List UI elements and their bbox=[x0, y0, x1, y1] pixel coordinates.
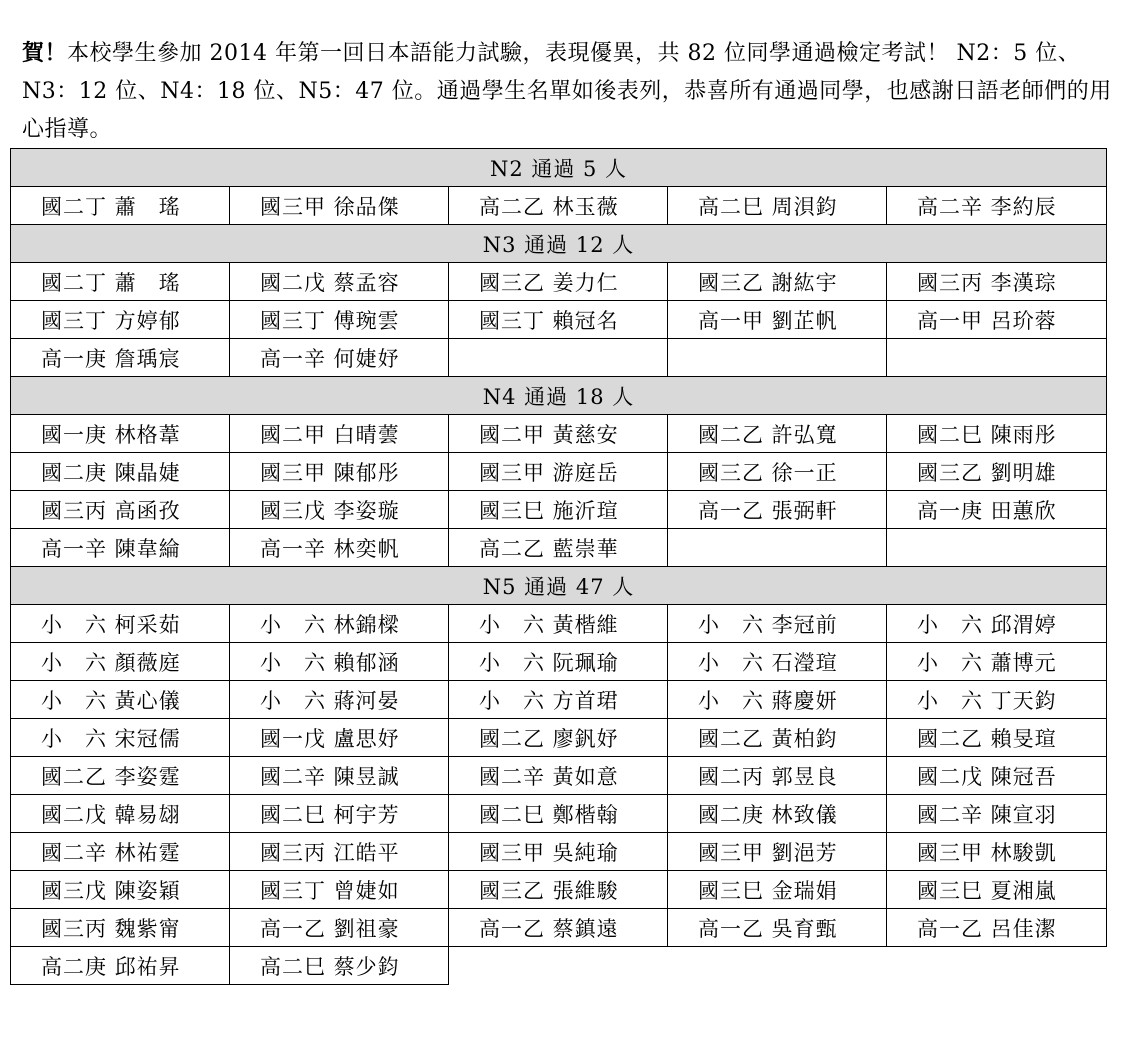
student-cell bbox=[887, 339, 1107, 377]
section-header-row bbox=[11, 377, 1107, 415]
student-cell: 高二乙 林玉薇 bbox=[449, 187, 668, 225]
student-cell: 國二丙 郭昱良 bbox=[668, 757, 887, 795]
student-cell: 高二乙 藍崇華 bbox=[449, 529, 668, 567]
student-cell bbox=[668, 339, 887, 377]
student-cell: 國三丙 高函孜 bbox=[11, 491, 230, 529]
table-row bbox=[11, 643, 1107, 681]
table-row bbox=[11, 453, 1107, 491]
table-row bbox=[11, 947, 1107, 985]
student-cell: 國二乙 廖釩妤 bbox=[449, 719, 668, 757]
student-cell: 國三巳 夏湘嵐 bbox=[887, 871, 1107, 909]
student-cell: 小 六 柯采茹 bbox=[11, 605, 230, 643]
student-cell: 國二庚 陳晶婕 bbox=[11, 453, 230, 491]
student-cell: 國二甲 白晴蕓 bbox=[230, 415, 449, 453]
table-row bbox=[11, 529, 1107, 567]
student-cell: 國三乙 姜力仁 bbox=[449, 263, 668, 301]
student-cell: 國二乙 賴旻瑄 bbox=[887, 719, 1107, 757]
passed-students-table bbox=[10, 148, 1107, 985]
table-row bbox=[11, 757, 1107, 795]
student-cell bbox=[449, 339, 668, 377]
student-cell: 小 六 賴郁涵 bbox=[230, 643, 449, 681]
section-title: N4 通過 18 人 bbox=[11, 377, 1107, 415]
student-cell: 小 六 李冠前 bbox=[668, 605, 887, 643]
student-cell: 國二辛 陳宣羽 bbox=[887, 795, 1107, 833]
student-cell: 國三乙 徐一正 bbox=[668, 453, 887, 491]
student-cell bbox=[668, 529, 887, 567]
student-cell: 國三丁 賴冠名 bbox=[449, 301, 668, 339]
student-cell: 國二甲 黃慈安 bbox=[449, 415, 668, 453]
student-cell: 國三戊 陳姿穎 bbox=[11, 871, 230, 909]
student-cell: 高二巳 周浿鈞 bbox=[668, 187, 887, 225]
student-cell: 高二辛 李約辰 bbox=[887, 187, 1107, 225]
empty-cell bbox=[887, 947, 1107, 985]
table-row bbox=[11, 301, 1107, 339]
student-cell: 國二乙 許弘寬 bbox=[668, 415, 887, 453]
student-cell: 高二庚 邱祐昇 bbox=[11, 947, 230, 985]
student-cell: 國三巳 金瑞娟 bbox=[668, 871, 887, 909]
student-cell: 小 六 黃楷維 bbox=[449, 605, 668, 643]
student-cell: 國三丁 方婷郁 bbox=[11, 301, 230, 339]
student-cell: 高一乙 劉祖豪 bbox=[230, 909, 449, 947]
student-cell: 國三巳 施沂瑄 bbox=[449, 491, 668, 529]
table-row bbox=[11, 833, 1107, 871]
student-cell: 國三乙 劉明雄 bbox=[887, 453, 1107, 491]
student-cell: 國二乙 黃柏鈞 bbox=[668, 719, 887, 757]
student-cell: 國三甲 林駿凱 bbox=[887, 833, 1107, 871]
student-cell: 小 六 黃心儀 bbox=[11, 681, 230, 719]
student-cell: 國二戊 陳冠吾 bbox=[887, 757, 1107, 795]
student-cell: 高一庚 詹瑀宸 bbox=[11, 339, 230, 377]
student-cell: 小 六 石瀅瑄 bbox=[668, 643, 887, 681]
student-cell: 國三丁 曾婕如 bbox=[230, 871, 449, 909]
student-cell: 國二乙 李姿霆 bbox=[11, 757, 230, 795]
table-row bbox=[11, 681, 1107, 719]
student-cell: 國一庚 林格葦 bbox=[11, 415, 230, 453]
table-row bbox=[11, 263, 1107, 301]
section-title: N2 通過 5 人 bbox=[11, 149, 1107, 187]
student-cell: 高一甲 劉芷帆 bbox=[668, 301, 887, 339]
section-header-row bbox=[11, 149, 1107, 187]
student-cell: 小 六 蕭博元 bbox=[887, 643, 1107, 681]
empty-cell bbox=[449, 947, 668, 985]
announcement-text: 本校學生參加 2014 年第一回日本語能力試驗，表現優異，共 82 位同學通過檢定考試！ N2：5 位、N3：12 位、N4：18 位、N5：47 位。通過學生名單如後表列，恭喜所有通過同學，也感謝日語老師們的用心指導。 bbox=[22, 41, 1112, 142]
student-cell: 國三甲 徐品傑 bbox=[230, 187, 449, 225]
student-cell: 小 六 顏薇庭 bbox=[11, 643, 230, 681]
student-cell: 小 六 蔣河晏 bbox=[230, 681, 449, 719]
student-cell: 高一乙 呂佳潔 bbox=[887, 909, 1107, 947]
student-cell: 高二巳 蔡少鈞 bbox=[230, 947, 449, 985]
student-cell: 高一辛 何婕妤 bbox=[230, 339, 449, 377]
student-cell: 國二丁 蕭 瑤 bbox=[11, 263, 230, 301]
section-header-row bbox=[11, 225, 1107, 263]
student-cell bbox=[887, 529, 1107, 567]
table-row bbox=[11, 605, 1107, 643]
student-cell: 小 六 阮珮瑜 bbox=[449, 643, 668, 681]
student-cell: 國三甲 陳郁彤 bbox=[230, 453, 449, 491]
student-cell: 高一乙 吳育甄 bbox=[668, 909, 887, 947]
table-row bbox=[11, 339, 1107, 377]
table-body bbox=[11, 149, 1107, 985]
student-cell: 高一庚 田蕙欣 bbox=[887, 491, 1107, 529]
student-cell: 高一甲 呂玠蓉 bbox=[887, 301, 1107, 339]
student-cell: 小 六 方首珺 bbox=[449, 681, 668, 719]
section-title: N3 通過 12 人 bbox=[11, 225, 1107, 263]
section-header-row bbox=[11, 567, 1107, 605]
table-row bbox=[11, 719, 1107, 757]
student-cell: 國三乙 張維駿 bbox=[449, 871, 668, 909]
student-cell: 小 六 邱渭婷 bbox=[887, 605, 1107, 643]
table-row bbox=[11, 491, 1107, 529]
student-cell: 國二辛 林祐霆 bbox=[11, 833, 230, 871]
student-cell: 國二巳 鄭楷翰 bbox=[449, 795, 668, 833]
student-cell: 國三丙 江皓平 bbox=[230, 833, 449, 871]
student-cell: 國三丙 李漢琮 bbox=[887, 263, 1107, 301]
student-cell: 國三甲 吳純瑜 bbox=[449, 833, 668, 871]
announcement-paragraph bbox=[22, 34, 1112, 149]
table-row bbox=[11, 795, 1107, 833]
student-cell: 國二庚 林致儀 bbox=[668, 795, 887, 833]
student-cell: 國二巳 陳雨彤 bbox=[887, 415, 1107, 453]
empty-cell bbox=[668, 947, 887, 985]
student-cell: 小 六 宋冠儒 bbox=[11, 719, 230, 757]
table-row bbox=[11, 909, 1107, 947]
student-cell: 高一乙 張弼軒 bbox=[668, 491, 887, 529]
student-cell: 高一乙 蔡鎮遠 bbox=[449, 909, 668, 947]
student-cell: 國二戊 韓易翃 bbox=[11, 795, 230, 833]
student-cell: 小 六 林錦樑 bbox=[230, 605, 449, 643]
section-title: N5 通過 47 人 bbox=[11, 567, 1107, 605]
student-cell: 國二丁 蕭 瑤 bbox=[11, 187, 230, 225]
table-row bbox=[11, 871, 1107, 909]
table-row bbox=[11, 187, 1107, 225]
announcement-lead: 賀！ bbox=[22, 40, 68, 66]
table-row bbox=[11, 415, 1107, 453]
student-cell: 國二巳 柯宇芳 bbox=[230, 795, 449, 833]
student-cell: 國二辛 黃如意 bbox=[449, 757, 668, 795]
student-cell: 國三乙 謝紘宇 bbox=[668, 263, 887, 301]
student-cell: 國二戊 蔡孟容 bbox=[230, 263, 449, 301]
student-cell: 高一辛 陳韋綸 bbox=[11, 529, 230, 567]
student-cell: 小 六 丁天鈞 bbox=[887, 681, 1107, 719]
student-cell: 高一辛 林奕帆 bbox=[230, 529, 449, 567]
student-cell: 國三甲 劉浥芳 bbox=[668, 833, 887, 871]
student-cell: 國三丙 魏紫甯 bbox=[11, 909, 230, 947]
student-cell: 國三甲 游庭岳 bbox=[449, 453, 668, 491]
student-cell: 國一戊 盧思妤 bbox=[230, 719, 449, 757]
student-cell: 國二辛 陳昱誠 bbox=[230, 757, 449, 795]
student-cell: 國三戊 李姿璇 bbox=[230, 491, 449, 529]
student-cell: 國三丁 傅琬雲 bbox=[230, 301, 449, 339]
student-cell: 小 六 蔣慶妍 bbox=[668, 681, 887, 719]
